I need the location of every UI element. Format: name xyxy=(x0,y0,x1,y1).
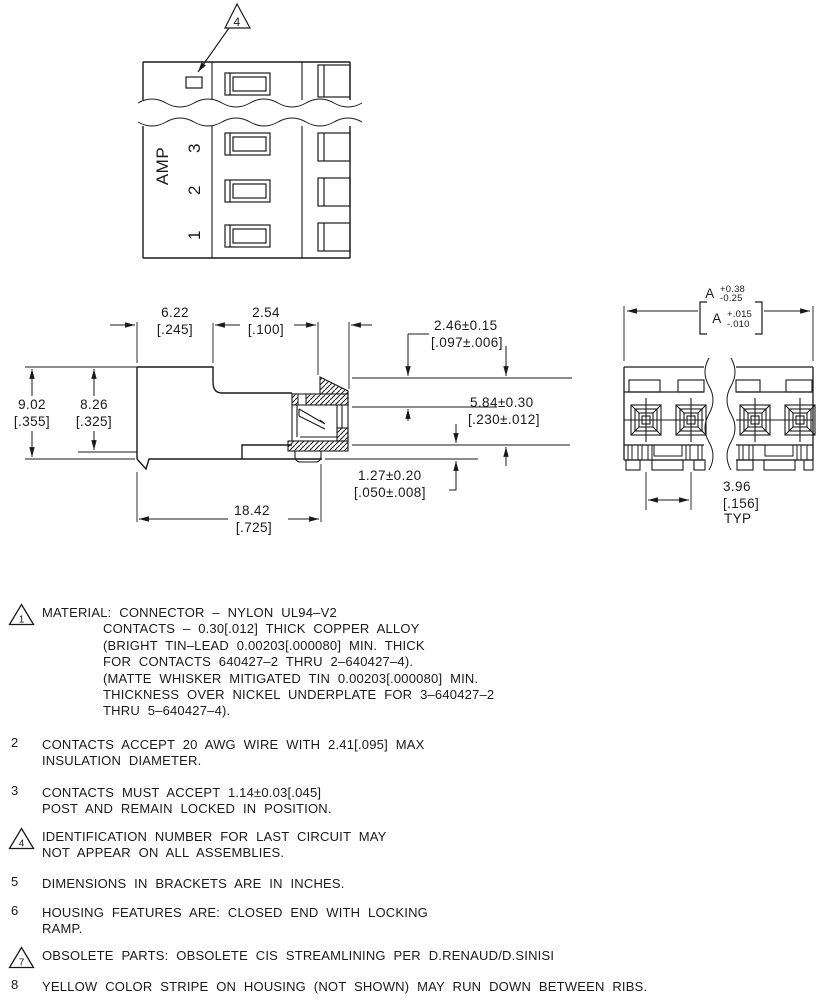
note-line: THICKNESS OVER NICKEL UNDERPLATE FOR 3–640427–2 xyxy=(103,687,495,703)
front-top-notches xyxy=(629,380,812,392)
note-6 xyxy=(8,905,428,938)
dim-a-plus-in: +.015 xyxy=(727,309,753,320)
note-line: THRU 5–640427–4). xyxy=(103,703,231,719)
side-view xyxy=(14,305,572,535)
note-line: YELLOW COLOR STRIPE ON HOUSING (NOT SHOWN) MAY RUN DOWN BETWEEN RIBS. xyxy=(42,979,648,994)
note-line: OBSOLETE PARTS: OBSOLETE CIS STREAMLINING PER D.RENAUD/D.SINISI xyxy=(42,948,555,963)
note-3-number: 3 xyxy=(11,783,19,798)
note-1-number: 1 xyxy=(18,614,25,626)
dim-width-top-mm: 6.22 xyxy=(161,305,189,320)
note-line: (BRIGHT TIN–LEAD 0.00203[.000080] MIN. THICK xyxy=(103,637,425,653)
contact-cross-section xyxy=(288,377,348,462)
note-3 xyxy=(8,785,332,818)
brand-label: AMP xyxy=(153,146,172,186)
note-2 xyxy=(8,737,424,770)
top-view xyxy=(138,4,362,258)
note-line: INSULATION DIAMETER. xyxy=(42,753,202,769)
note-line: MATERIAL: CONNECTOR – NYLON UL94–V2 xyxy=(42,605,337,620)
dim-a-label: A xyxy=(705,286,715,301)
note-line: (MATTE WHISKER MITIGATED TIN 0.00203[.000080] MIN. xyxy=(103,670,479,686)
note-line: NOT APPEAR ON ALL ASSEMBLIES. xyxy=(42,845,285,861)
note-line: RAMP. xyxy=(42,921,83,937)
circuit-label-2: 2 xyxy=(185,185,204,195)
front-contact-3 xyxy=(740,398,770,442)
dim-height-inner-mm: 8.26 xyxy=(80,397,108,412)
contact-foot xyxy=(295,451,321,462)
note-6-number: 6 xyxy=(11,903,19,918)
dim-length-mm: 18.42 xyxy=(234,503,270,518)
note-1 xyxy=(8,605,494,720)
dim-height-overall-mm: 9.02 xyxy=(18,397,46,412)
front-view xyxy=(624,284,815,526)
note-4-flag-triangle xyxy=(8,827,35,850)
dim-a-bracket-label: A xyxy=(712,311,722,326)
front-feet xyxy=(626,460,813,470)
note-line: DIMENSIONS IN BRACKETS ARE IN INCHES. xyxy=(42,876,345,891)
dim-tip-in: [.097±.006] xyxy=(431,335,503,350)
note-8 xyxy=(8,979,647,995)
dim-pitch-mm: 2.54 xyxy=(252,305,280,320)
dim-a-minus-mm: -0.25 xyxy=(720,293,743,304)
contact-spring xyxy=(299,409,325,429)
note-line: IDENTIFICATION NUMBER FOR LAST CIRCUIT MAY xyxy=(42,829,387,844)
side-housing-outline xyxy=(137,367,322,469)
dim-standoff-mm: 1.27±0.20 xyxy=(358,468,422,483)
polarizing-tabs xyxy=(318,65,350,251)
note-7-flag-triangle xyxy=(8,946,35,969)
note-line: POST AND REMAIN LOCKED IN POSITION. xyxy=(42,801,332,817)
front-contact-4 xyxy=(785,398,815,442)
note-5-number: 5 xyxy=(11,874,19,889)
dim-spacing-in: [.156] xyxy=(723,496,760,511)
dim-width-top-in: [.245] xyxy=(156,322,194,337)
note-line: FOR CONTACTS 640427–2 THRU 2–640427–4). xyxy=(103,654,414,670)
front-dim-spacing xyxy=(646,472,691,510)
callout-leader xyxy=(198,28,229,72)
circuit-label-1: 1 xyxy=(185,230,204,240)
note-4 xyxy=(8,829,387,862)
front-contact-1 xyxy=(631,398,661,442)
front-break-lines xyxy=(705,358,735,470)
front-contact-2 xyxy=(676,398,706,442)
break-lines xyxy=(138,99,362,126)
note-5 xyxy=(8,876,345,892)
note-4-number: 4 xyxy=(18,838,25,850)
callout-number: 4 xyxy=(233,15,241,29)
circuit-label-3: 3 xyxy=(185,143,204,153)
dim-contact-height-mm: 5.84±0.30 xyxy=(470,395,534,410)
dim-spacing-mm: 3.96 xyxy=(723,479,751,494)
dim-tip-mm: 2.46±0.15 xyxy=(434,318,498,333)
dim-a-minus-in: -.010 xyxy=(727,319,750,330)
note-7 xyxy=(8,948,555,969)
dim-contact-height-in: [.230±.012] xyxy=(468,412,540,427)
note-line: CONTACTS MUST ACCEPT 1.14±0.03[.045] xyxy=(42,785,322,800)
dim-length-in: [.725] xyxy=(235,520,273,535)
note-1-flag-triangle xyxy=(8,603,35,626)
note-7-number: 7 xyxy=(18,957,25,969)
note-line: CONTACTS – 0.30[.012] THICK COPPER ALLOY xyxy=(103,621,420,637)
dim-height-overall-in: [.355] xyxy=(13,414,51,429)
front-ribs xyxy=(628,445,807,460)
note-line: HOUSING FEATURES ARE: CLOSED END WITH LOCKING xyxy=(42,905,428,920)
note-8-number: 8 xyxy=(11,977,19,992)
note-2-number: 2 xyxy=(11,735,19,750)
dim-standoff-in: [.050±.008] xyxy=(354,485,426,500)
dim-a-plus-mm: +0.38 xyxy=(720,284,746,295)
dim-spacing-typ: TYP xyxy=(724,511,752,526)
dim-height-inner-in: [.325] xyxy=(75,414,113,429)
id-mark xyxy=(186,77,202,88)
note-line: CONTACTS ACCEPT 20 AWG WIRE WITH 2.41[.095] MAX xyxy=(42,737,425,752)
dim-pitch-in: [.100] xyxy=(247,322,285,337)
